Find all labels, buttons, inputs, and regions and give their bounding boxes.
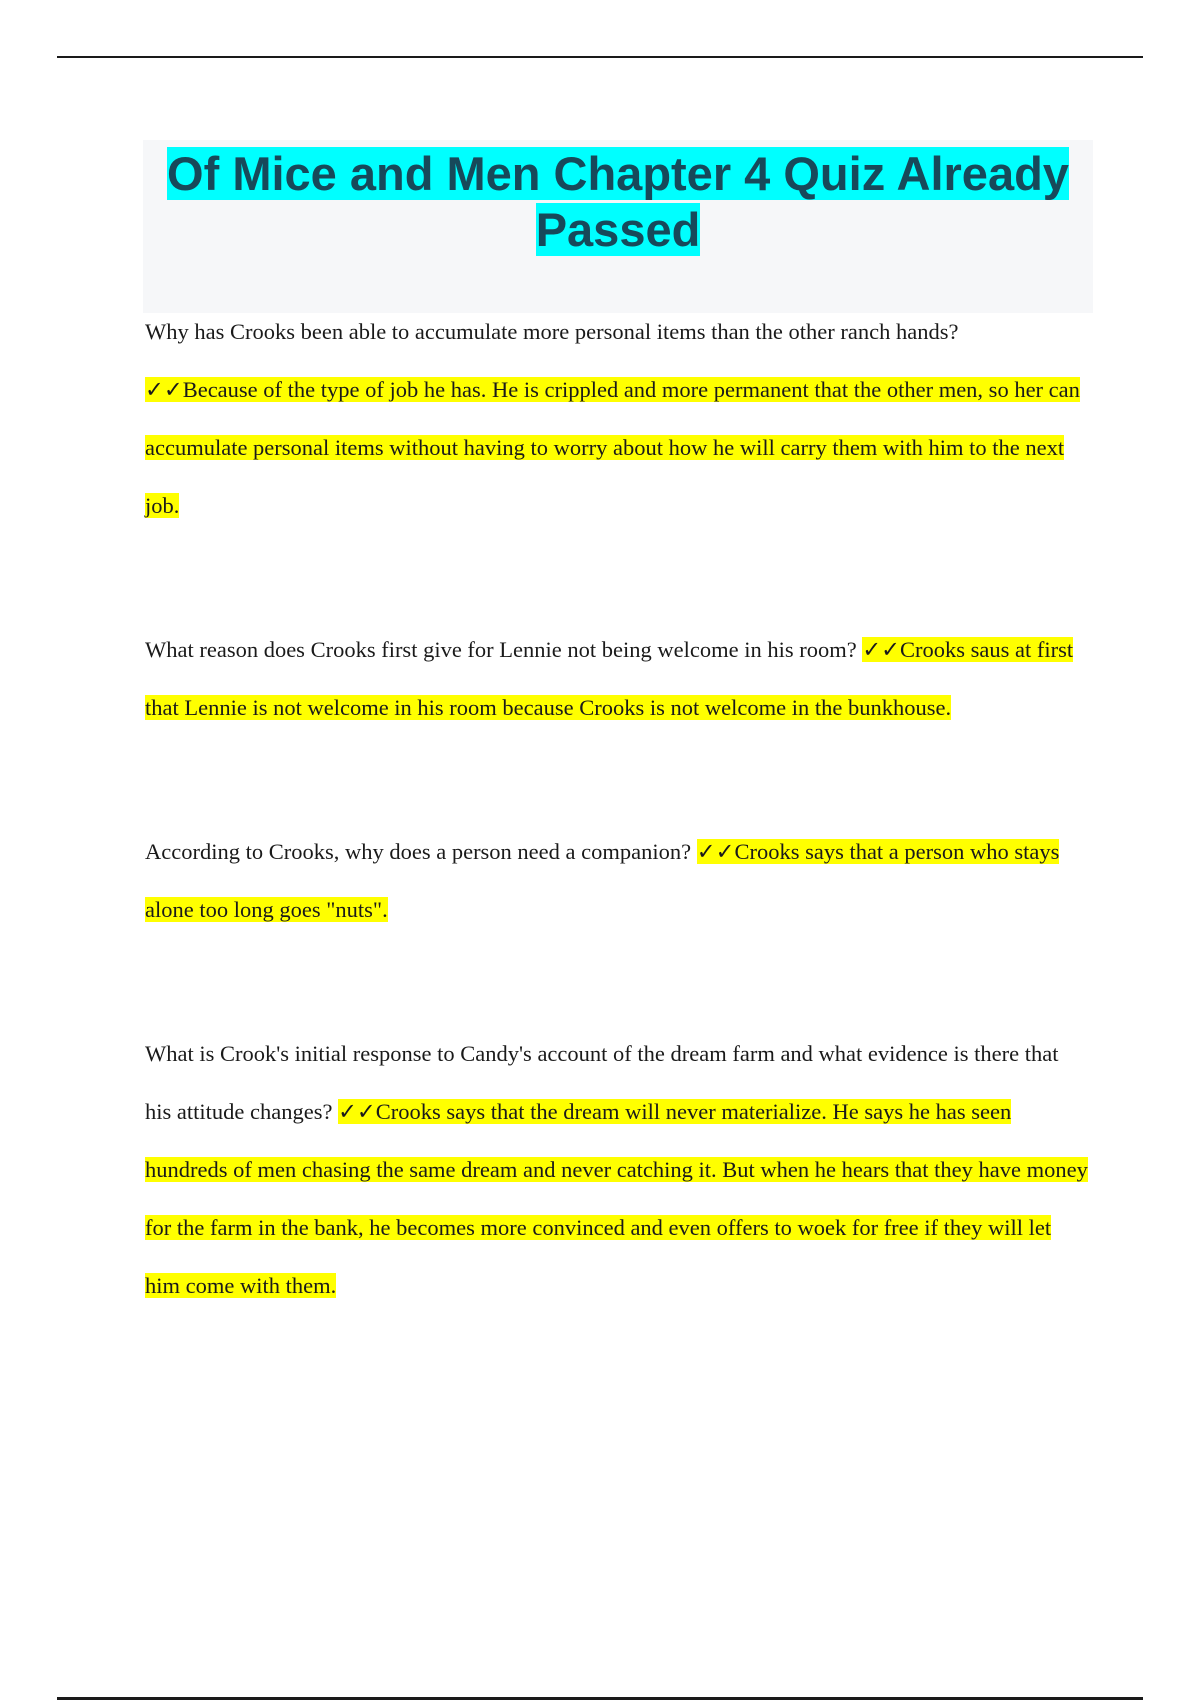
- qa-item-1: [145, 303, 1090, 535]
- quiz-content: [145, 303, 1090, 1315]
- header-rule: [57, 56, 1143, 58]
- document-title: [143, 140, 1093, 258]
- question-4: What is Crook's initial response to Candy's account of the dream farm and what evidence is there that his attitude changes?: [145, 1041, 1059, 1124]
- answer-3: ✓✓Crooks says that a person who stays alone too long goes "nuts".: [145, 839, 1060, 922]
- qa-item-2: [145, 621, 1090, 737]
- answer-4: ✓✓Crooks says that the dream will never materialize. He says he has seen hundreds of men chasing the same dream and never catching it. But when he hears that they have money for the farm in the bank, he becomes more convinced and even offers to woek for free if they will let him come with them.: [145, 1099, 1088, 1298]
- title-block: [143, 140, 1093, 313]
- answer-1: ✓✓Because of the type of job he has. He is crippled and more permanent that the other men, so her can accumulate personal items without having to worry about how he will carry them with him to the next job.: [145, 377, 1080, 518]
- answer-2: ✓✓Crooks saus at first that Lennie is not welcome in his room because Crooks is not welcome in the bunkhouse.: [145, 637, 1074, 720]
- document-title-text: Of Mice and Men Chapter 4 Quiz Already Passed: [167, 147, 1069, 256]
- question-1: Why has Crooks been able to accumulate more personal items than the other ranch hands?: [145, 319, 959, 344]
- qa-item-4: [145, 1025, 1090, 1315]
- question-2: What reason does Crooks first give for Lennie not being welcome in his room?: [145, 637, 857, 662]
- question-3: According to Crooks, why does a person need a companion?: [145, 839, 692, 864]
- qa-item-3: [145, 823, 1090, 939]
